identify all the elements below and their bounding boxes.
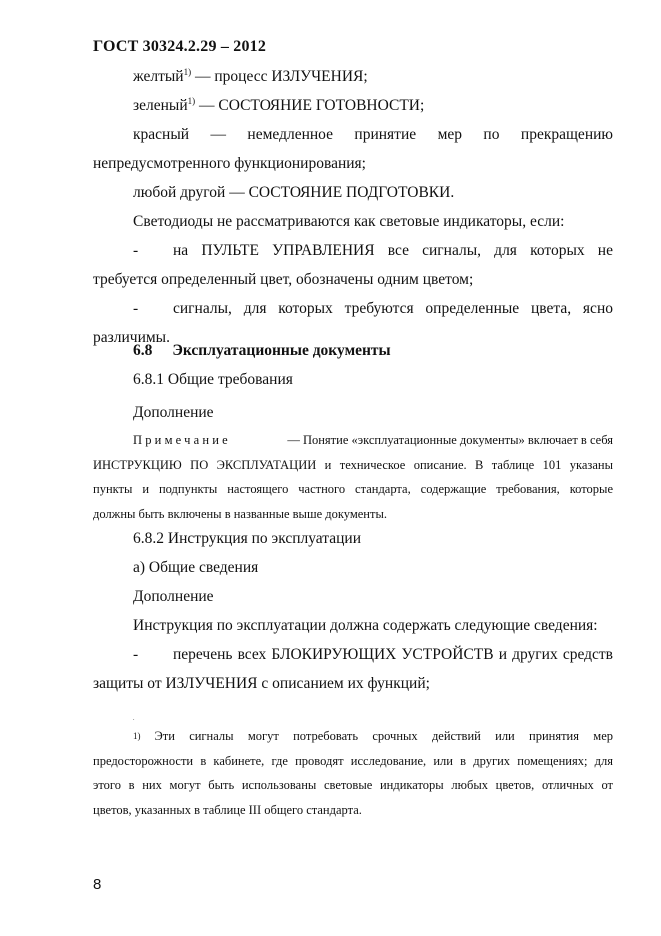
list-item-2 (93, 294, 613, 323)
footnote-line-4: цветов, указанных в таблице III общего стандарта. (93, 802, 362, 817)
footnote-sup: 1) (133, 731, 141, 741)
color-list (93, 62, 613, 352)
addition-label: Дополнение (133, 588, 214, 605)
footnote-line-2: предосторожности в кабинете, где проводят исследование, или в других помещениях; для (93, 753, 613, 768)
note-line-1 (93, 428, 613, 453)
document-header: ГОСТ 30324.2.29 – 2012 (93, 38, 267, 55)
yellow-term: желтый (133, 68, 184, 85)
list-dash: - (133, 646, 139, 663)
list-item-1 (93, 236, 613, 265)
section-6-8-2 (93, 524, 613, 698)
footnote-mark: . (133, 716, 135, 722)
section-title: Эксплуатационные документы (172, 342, 391, 359)
line-green (93, 91, 613, 120)
item1-line-1: на ПУЛЬТЕ УПРАВЛЕНИЯ все сигналы, для которых не (173, 242, 613, 259)
item1-line-2: требуется определенный цвет, обозначены одним цветом; (93, 271, 474, 288)
item3-line-1: перечень всех БЛОКИРУЮЩИХ УСТРОЙСТВ и других средств (173, 646, 613, 663)
must-contain: Инструкция по эксплуатации должна содержать следующие сведения: (133, 617, 598, 634)
line-yellow (93, 62, 613, 91)
note-line-4: должны быть включены в названные выше документы. (93, 506, 387, 521)
line-leds: Светодиоды не рассматриваются как световые индикаторы, если: (133, 213, 565, 230)
note-line-3: пункты и подпункты настоящего частного стандарта, содержащие требования, которые (93, 482, 613, 496)
section-6-8 (93, 336, 613, 427)
item2-line-1: сигналы, для которых требуются определенные цвета, ясно (173, 300, 613, 317)
item2-line-2: различимы. (93, 329, 170, 346)
section-heading (93, 336, 613, 365)
subsection-6-8-1: 6.8.1 Общие требования (133, 371, 293, 388)
footnote-block (93, 724, 613, 822)
section-number: 6.8 (133, 342, 153, 359)
yellow-desc: — процесс ИЗЛУЧЕНИЯ; (191, 68, 368, 85)
note-label: Примечание (133, 433, 231, 447)
line-red-2: непредусмотренного функционирования; (93, 155, 366, 172)
green-term: зеленый (133, 97, 188, 114)
item3-line-2: защиты от ИЗЛУЧЕНИЯ с описанием их функций; (93, 675, 430, 692)
subsection-6-8-2: 6.8.2 Инструкция по эксплуатации (133, 530, 362, 547)
footnote-text: Эти сигналы могут потребовать срочных действий или принятия мер (154, 729, 613, 743)
footnote-line-1 (93, 724, 613, 749)
footnote-line-3: этого в них могут быть использованы световые индикаторы любых цветов, отличных от (93, 778, 613, 792)
addition-label: Дополнение (133, 404, 214, 421)
footnote-ref: 1) (187, 95, 196, 106)
page-number: 8 (93, 876, 102, 893)
list-dash: - (133, 300, 139, 317)
line-red-1: красный — немедленное принятие мер по прекращению (133, 126, 613, 143)
list-dash: - (133, 242, 139, 259)
line-any: любой другой — СОСТОЯНИЕ ПОДГОТОВКИ. (133, 184, 455, 201)
note-line-2: ИНСТРУКЦИЮ ПО ЭКСПЛУАТАЦИИ и техническое описание. В таблице 101 указаны (93, 457, 613, 472)
footnote-ref: 1) (183, 66, 192, 77)
general-info: а) Общие сведения (133, 559, 259, 576)
note-block (93, 428, 613, 526)
note-text: — Понятие «эксплуатационные документы» включает в себя (287, 433, 613, 447)
list-item-3 (93, 640, 613, 669)
green-desc: — СОСТОЯНИЕ ГОТОВНОСТИ; (195, 97, 425, 114)
